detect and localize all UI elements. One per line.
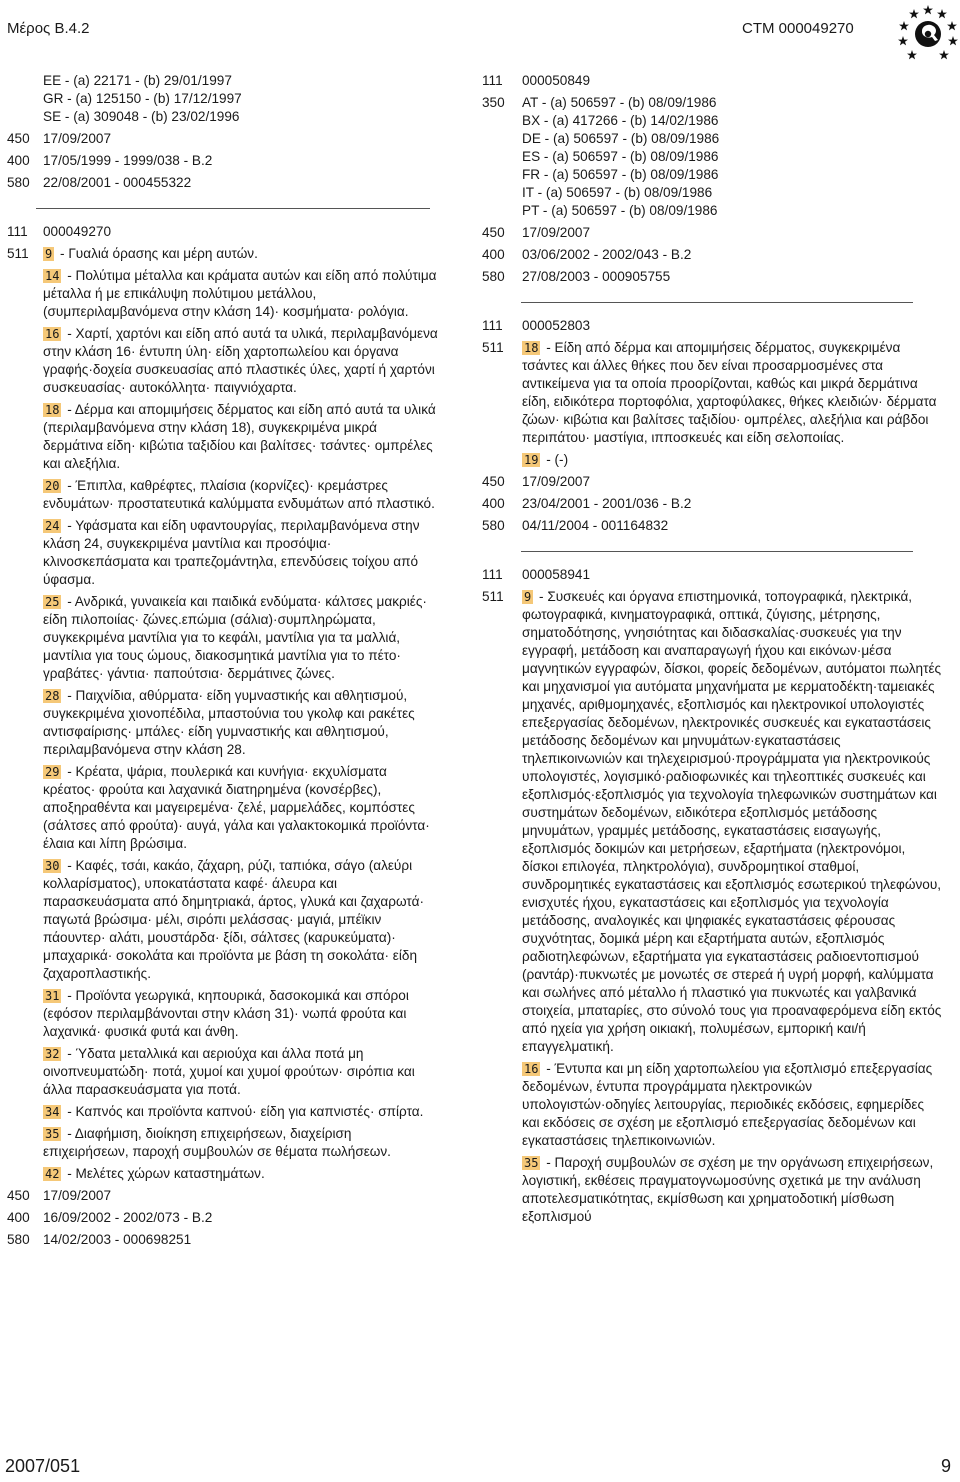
class-description: - Πολύτιμα μέταλλα και κράματα αυτών και είδη από πολύτιμα μέταλλα ή με επικάλυψη πολύτιμου μετάλλου, (συμπεριλαμβανόμενα στην κλάση 14)· κοσμήματα· ρολόγια. [43, 268, 437, 319]
seniority-list-left [0, 72, 440, 126]
class-description: - Είδη από δέρμα και απομιμήσεις δέρματος, συγκεκριμένα τσάντες και άλλες θήκες που δεν είναι προσαρμοσμένες στα αντικείμενα για τα οποία προορίζονται, καθώς και μικρά δερμάτινα είδη, ειδικότερα πορτοφόλια, χαρτοφύλακες, θήκες κλειδιών· δέρματα ζώων· κιβώτια και βαλίτσες ταξιδίου· ομπρέλες, αλεξήλια και ράβδοι περιπάτου· μαστίγια, ιπποσκευές και είδη σελοποιίας. [522, 340, 937, 445]
class-number-badge: 19 [524, 453, 539, 467]
seniority-line: SE - (a) 309048 - (b) 23/02/1996 [43, 109, 240, 124]
field-code: 511 [482, 340, 504, 355]
field-111 [472, 566, 942, 584]
class-number-badge: 25 [45, 595, 60, 609]
class-number-badge: 20 [45, 479, 60, 493]
class-number-badge: 9 [45, 247, 53, 261]
class-description: - Ύδατα μεταλλικά και αεριούχα και άλλα ποτά μη οινοπνευματώδη· ποτά, χυμοί και χυμοί φρούτων· σιρόπια και άλλα παρασκευάσματα για ποτά. [43, 1046, 415, 1097]
class-number-badge: 29 [45, 765, 60, 779]
class-description: - Κρέατα, ψάρια, πουλερικά και κυνήγια· εκχυλίσματα κρέατος· φρούτα και λαχανικά διατηρημένα (κονσέρβες), αποξηραθέντα και μαγειρεμένα· ζελέ, μαρμελάδες, κομπόστες (σάλτσες από φρούτα)· αυγά, γάλα και γαλακτοκομικά προϊόντα· έλαια και λίπη βρώσιμα. [43, 764, 430, 851]
header-part-label: Μέρος Β.4.2 [7, 20, 90, 37]
trademark-entry-2 [472, 317, 942, 535]
class-number-badge: 18 [524, 341, 539, 355]
field-value: 22/08/2001 - 000455322 [43, 175, 192, 190]
field-400 [472, 495, 942, 513]
field-value: 17/09/2007 [43, 1188, 112, 1203]
field-value: 17/09/2007 [43, 131, 112, 146]
class-number-badge: 32 [45, 1047, 60, 1061]
application-number: 000052803 [522, 318, 591, 333]
seniority-line: PT - (a) 506597 - (b) 08/09/1986 [522, 203, 718, 218]
class-item [43, 245, 440, 263]
field-code: 580 [482, 269, 505, 284]
class-item [43, 1045, 440, 1099]
class-number-badge: 16 [524, 1062, 539, 1076]
class-item [522, 1060, 942, 1150]
field-value: 23/04/2001 - 2001/036 - B.2 [522, 496, 692, 511]
field-511 [0, 245, 440, 1187]
seniority-list [522, 94, 942, 220]
class-item [43, 1165, 440, 1183]
field-400 [472, 246, 942, 264]
class-item [43, 1103, 440, 1121]
class-number-badge: 9 [524, 590, 532, 604]
class-description: - Ανδρικά, γυναικεία και παιδικά ενδύματα· κάλτσες μακριές· είδη πιλοποιίας· ζώνες.επώμια (σάλια)·συμπληρώματα, συγκεκριμένα μαντίλια για το κεφάλι, μαντίλια για τα μαλλιά, μαντίλια για τους ώμους, διακοσμητικά μαντίλια για το πέτο· γραβάτες· γάντια· παπούτσια· δερμάτινες ζώνες. [43, 594, 427, 681]
entry-divider [521, 302, 913, 303]
field-value: 14/02/2003 - 000698251 [43, 1232, 192, 1247]
field-value: 27/08/2003 - 000905755 [522, 269, 671, 284]
class-number-badge: 35 [524, 1156, 539, 1170]
class-description: - Καπνός και προϊόντα καπνού· είδη για καπνιστές· σπίρτα. [63, 1104, 424, 1119]
seniority-line: GR - (a) 125150 - (b) 17/12/1997 [43, 91, 242, 106]
field-511 [472, 339, 942, 473]
class-number-badge: 35 [45, 1127, 60, 1141]
class-description: - Παιχνίδια, αθύρματα· είδη γυμναστικής και αθλητισμού, συγκεκριμένα χιονοπέδιλα, μπαστούνια του γκολφ και ρακέτες αντισφαίρισης· μπάλες· είδη γυμναστικής και αθλητισμού, περιλαμβανόμενα στην κλάση 28. [43, 688, 415, 757]
field-code: 511 [482, 589, 504, 604]
seniority-line: IT - (a) 506597 - (b) 08/09/1986 [522, 185, 713, 200]
field-580 [472, 268, 942, 286]
field-111 [472, 72, 942, 90]
field-111 [0, 223, 440, 241]
field-code: 400 [7, 1210, 30, 1225]
field-code: 450 [482, 474, 505, 489]
class-number-badge: 42 [45, 1167, 60, 1181]
field-code: 450 [7, 1188, 30, 1203]
field-code: 450 [482, 225, 505, 240]
field-code: 400 [482, 247, 505, 262]
field-code: 580 [7, 175, 30, 190]
class-description: - Έντυπα και μη είδη χαρτοπωλείου για εξοπλισμό επεξεργασίας δεδομένων, έντυπα προγράμματα ηλεκτρονικών υπολογιστών·οδηγίες λειτουργίας, περιοδικές εκδόσεις, εφημερίδες και εκδόσεις σε σχέση με εξοπλισμό επεξεργασίας δεδομένων και εγκαταστάσεις τηλεπικοινωνιών. [522, 1061, 933, 1148]
trademark-entry [0, 223, 440, 1249]
class-item [43, 857, 440, 983]
field-350 [472, 94, 942, 220]
field-value: 03/06/2002 - 2002/043 - B.2 [522, 247, 692, 262]
goods-services-list [43, 245, 440, 1187]
class-description: - Παροχή συμβουλών σε σχέση με την οργάνωση επιχειρήσεων, λογιστική, εκθέσεις πραγματογνωμοσύνης σχετικά με την ανάλυση αποτελεσματικότητας, εκμίσθωση και χρηματοδοτική μίσθωση εξοπλισμού [522, 1155, 934, 1224]
class-number-badge: 16 [45, 327, 60, 341]
goods-services-list [522, 588, 942, 1230]
field-450 [0, 130, 440, 148]
class-number-badge: 30 [45, 859, 60, 873]
entry-divider [521, 551, 913, 552]
goods-services-list [522, 339, 942, 473]
field-511 [472, 588, 942, 1230]
class-description: - Καφές, τσάι, κακάο, ζάχαρη, ρύζι, ταπιόκα, σάγο (αλεύρι κολλαρίσματος), υποκατάστατα καφέ· άλευρα και παρασκευάσματα από δημητριακά, άρτος, γλυκά και ζαχαρωτά· παγωτά βρώσιμα· μέλι, σιρόπι μελάσσας· μαγιά, μπέϊκιν πάουντερ· αλάτι, μουστάρδα· ξίδι, σάλτσες (καρυκεύματα)· μπαχαρικά· σοκολάτα και προϊόντα με βάση τη σοκολάτα· είδη ζαχαροπλαστικής. [43, 858, 424, 981]
field-code: 400 [7, 153, 30, 168]
field-580 [0, 1231, 440, 1249]
field-code: 111 [7, 224, 28, 239]
field-580 [0, 174, 440, 192]
class-item [522, 451, 942, 469]
class-item [43, 1125, 440, 1161]
class-number-badge: 18 [45, 403, 60, 417]
application-number: 000049270 [43, 224, 112, 239]
class-description: - Χαρτί, χαρτόνι και είδη από αυτά τα υλικά, περιλαμβανόμενα στην κλάση 16· έντυπη ύλη· είδη χαρτοπωλείου και όργανα γραφής·δοχεία συσκευασίας από πλαστικές ύλες, χαρτί ή χαρτόνι συσκευασίας· αυτοκόλλητα· παιγνιόχαρτα. [43, 326, 438, 395]
class-number-badge: 14 [45, 269, 60, 283]
field-code: 400 [482, 496, 505, 511]
class-description: - Γυαλιά όρασης και μέρη αυτών. [56, 246, 258, 261]
eu-emblem-logo [897, 3, 959, 65]
footer-issue: 2007/051 [5, 1456, 81, 1476]
field-value: 17/09/2007 [522, 225, 591, 240]
field-code: 580 [482, 518, 505, 533]
class-description: - Υφάσματα και είδη υφαντουργίας, περιλαμβανόμενα στην κλάση 24, συγκεκριμένα μαντίλια και προσόψια· κλινοσκεπάσματα και τραπεζομάντηλα, επενδύσεις τοίχου από ύφασμα. [43, 518, 420, 587]
field-580 [472, 517, 942, 535]
class-description: - (-) [542, 452, 569, 467]
field-code: 111 [482, 73, 503, 88]
field-code: 580 [7, 1232, 30, 1247]
field-450 [472, 224, 942, 242]
left-column [0, 72, 440, 1249]
class-description: - Δέρμα και απομιμήσεις δέρματος και είδη από αυτά τα υλικά (περιλαμβανόμενα στην κλάση 18), συγκεκριμένα μικρά δερμάτινα είδη· κιβώτια ταξιδίου και βαλίτσες· τσάντες· ομπρέλες και αλεξήλια. [43, 402, 436, 471]
seniority-line: EE - (a) 22171 - (b) 29/01/1997 [43, 73, 232, 88]
class-item [43, 401, 440, 473]
footer-page-number: 9 [941, 1456, 952, 1476]
entry-divider [36, 208, 430, 209]
field-code: 111 [482, 567, 503, 582]
seniority-line: FR - (a) 506597 - (b) 08/09/1986 [522, 167, 719, 182]
trademark-entry-1 [472, 72, 942, 286]
right-column [472, 72, 942, 1230]
class-description: - Συσκευές και όργανα επιστημονικά, τοπογραφικά, ηλεκτρικά, φωτογραφικά, κινηματογραφικά, οπτικά, ζύγισης, μέτρησης, σηματοδότησης, γνησιότητας και διδασκαλίας·συσκευές για την εγγραφή, μετάδοση και αναπαραγωγή ήχου και εικόνων·μέσα μαγνητικών εγγραφών, δίσκοι, φορείς δεδομένων, αυτόματοι πωλητές και μηχανισμοί για αυτόματα μηχανήματα με κερματοδέκτη·ταμειακές μηχανές, αριθμομηχανές, εξοπλισμός και ηλεκτρονικοί υπολογιστές επεξεργασίας δεδομένων, ηλεκτρονικές συσκευές και εγκαταστάσεις μετάδοσης δεδομένων και μηνυμάτων·εγκαταστάσεις τηλεπικοινωνιών και τηλεχειρισμού·προγράμματα για ηλεκτρονικούς υπολογιστές, λογισμικό·ραδιοφωνικές και τηλεοπτικές συσκευές και εξοπλισμός·εξοπλισμός για τεχνολογία τηλεφωνικών συστημάτων και συστημάτων δεδομένων, ειδικότερα εξοπλισμός μετάδοσης μηνυμάτων, γραμμές μετάδοσης, εγκαταστάσεις εισαγωγής, εξοπλισμός δοκιμών και μετρήσεων, εξαρτήματα (ηλεκτρονόμοι, δίσκοι επιλογέα, πληκτρολόγια), συνδρομητικοί σταθμοί, συνδρομητικές εγκαταστάσεις και εξοπλισμός εσωτερικού τηλεφώνου, ενισχυτές ήχου, εγκαταστάσεις και εξοπλισμός για τεχνολογία μετάδοσης, αναλογικές και ψηφιακές εγκαταστάσεις φέρουσας συχνότητας, δομικά μέρη και εξαρτήματα αυτών, εξοπλισμός ραδιοτηλεφώνων, εξαρτήματα για εγκαταστάσεις ραδιοεντοπισμού (ραντάρ)·πυκνωτές με μονωτές σε στερεά ή υγρή μορφή, καλύμματα και σωλήνες από μέταλλο ή πλαστικό για πυκνωτές και γαλβανικά στοιχεία, μπαταρίες, στο σύνολό τους για προαναφερόμενα είδη εκτός από ηχεία για χρήση οικιακή, πολυμέσων, εμπορική και/ή επαγγελματική. [522, 589, 942, 1054]
class-item [43, 593, 440, 683]
class-number-badge: 28 [45, 689, 60, 703]
class-item [43, 517, 440, 589]
field-value: 17/05/1999 - 1999/038 - B.2 [43, 153, 213, 168]
class-description: - Διαφήμιση, διοίκηση επιχειρήσεων, διαχείριση επιχειρήσεων, παροχή συμβουλών σε θέματα πωλήσεων. [43, 1126, 391, 1159]
class-item [522, 1154, 942, 1226]
class-item [43, 267, 440, 321]
class-item [43, 477, 440, 513]
class-item [522, 339, 942, 447]
class-description: - Προϊόντα γεωργικά, κηπουρικά, δασοκομικά και σπόροι (εφόσον περιλαμβάνονται στην κλάση 31)· νωπά φρούτα και λαχανικά· φυσικά φυτά και άνθη. [43, 988, 409, 1039]
field-400 [0, 1209, 440, 1227]
field-code: 450 [7, 131, 30, 146]
field-value: 04/11/2004 - 001164832 [522, 518, 669, 533]
header-ctm-number: CTM 000049270 [742, 20, 854, 37]
field-code: 511 [7, 246, 29, 261]
seniority-line: ES - (a) 506597 - (b) 08/09/1986 [522, 149, 719, 164]
class-item [43, 987, 440, 1041]
application-number: 000058941 [522, 567, 591, 582]
class-description: - Μελέτες χώρων καταστημάτων. [63, 1166, 265, 1181]
class-item [43, 687, 440, 759]
field-400 [0, 152, 440, 170]
class-number-badge: 34 [45, 1105, 60, 1119]
field-111 [472, 317, 942, 335]
field-450 [0, 1187, 440, 1205]
class-item [522, 588, 942, 1056]
seniority-line: DE - (a) 506597 - (b) 08/09/1986 [522, 131, 720, 146]
class-item [43, 325, 440, 397]
field-value: 17/09/2007 [522, 474, 591, 489]
field-450 [472, 473, 942, 491]
trademark-entry-3 [472, 566, 942, 1230]
class-item [43, 763, 440, 853]
seniority-line: BX - (a) 417266 - (b) 14/02/1986 [522, 113, 719, 128]
class-number-badge: 24 [45, 519, 60, 533]
field-value: 16/09/2002 - 2002/073 - B.2 [43, 1210, 213, 1225]
seniority-line: AT - (a) 506597 - (b) 08/09/1986 [522, 95, 717, 110]
application-number: 000050849 [522, 73, 591, 88]
field-code: 111 [482, 318, 503, 333]
field-code: 350 [482, 95, 505, 110]
class-description: - Έπιπλα, καθρέφτες, πλαίσια (κορνίζες)· κρεμάστρες ενδυμάτων· προστατευτικά καλύμματα ενδυμάτων από πλαστικό. [43, 478, 435, 511]
class-number-badge: 31 [45, 989, 60, 1003]
